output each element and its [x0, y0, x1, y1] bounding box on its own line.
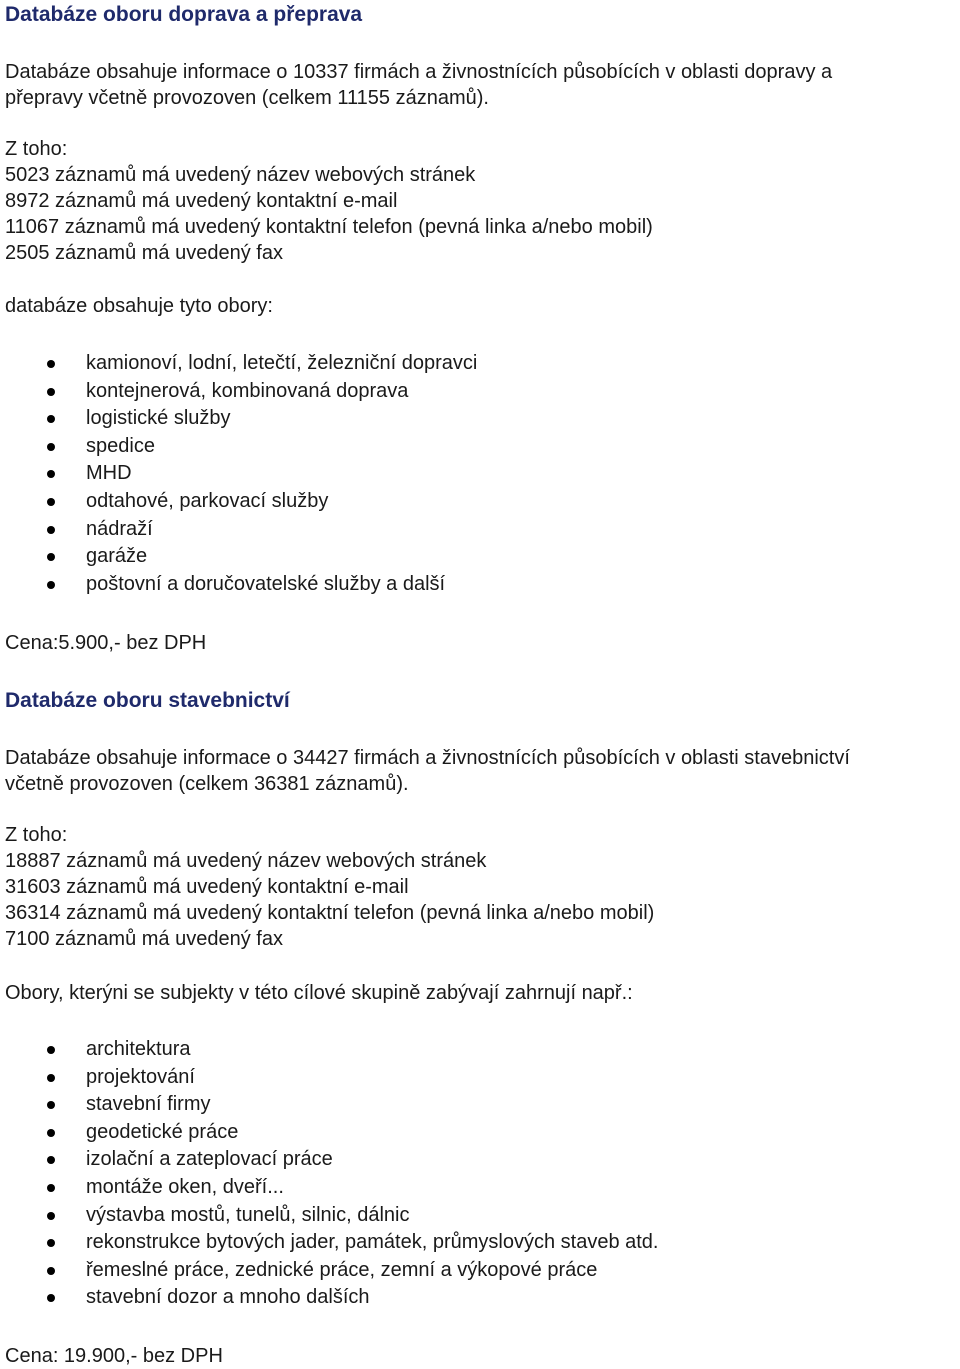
section2-title: Databáze oboru stavebnictví — [5, 689, 290, 712]
list-item-label: projektování — [86, 1065, 195, 1088]
section2-stat-phone: 36314 záznamů má uvedený kontaktní telefon (pevná linka a/nebo mobil) — [5, 902, 655, 924]
bullet-icon — [47, 1239, 55, 1247]
list-item-label: spedice — [86, 434, 155, 457]
list-item-label: odtahové, parkovací služby — [86, 489, 329, 512]
list-item — [5, 460, 960, 488]
bullet-icon — [47, 1294, 55, 1302]
section1-stats — [5, 136, 960, 266]
section1-fields-list — [5, 350, 960, 598]
bullet-icon — [47, 443, 55, 451]
bullet-icon — [47, 581, 55, 589]
bullet-icon — [47, 1046, 55, 1054]
bullet-icon — [47, 1156, 55, 1164]
list-item — [5, 543, 960, 571]
list-item-label: garáže — [86, 545, 148, 568]
list-item — [5, 378, 960, 406]
bullet-icon — [47, 1101, 55, 1109]
bullet-icon — [47, 1129, 55, 1137]
bullet-icon — [47, 1212, 55, 1220]
list-item-label: výstavba mostů, tunelů, silnic, dálnic — [86, 1203, 410, 1226]
list-item-label: MHD — [86, 462, 132, 485]
bullet-icon — [47, 498, 55, 506]
list-item — [5, 516, 960, 544]
list-item-label: montáže oken, dveří... — [86, 1175, 284, 1198]
list-item — [5, 405, 960, 433]
section1-title: Databáze oboru doprava a přeprava — [5, 3, 363, 26]
section2-fields-intro: Obory, kterýni se subjekty v této cílové skupině zabývají zahrnují např.: — [5, 982, 633, 1004]
section1-intro — [5, 59, 960, 111]
section2-stats — [5, 822, 960, 952]
list-item-label: stavební dozor a mnoho dalších — [86, 1286, 370, 1309]
list-item-label: řemeslné práce, zednické práce, zemní a výkopové práce — [86, 1258, 598, 1281]
section2-stat-websites: 18887 záznamů má uvedený název webových stránek — [5, 850, 487, 872]
bullet-icon — [47, 553, 55, 561]
section2-fields-list — [5, 1036, 960, 1312]
list-item — [5, 1146, 960, 1174]
section1-intro-line2: přepravy včetně provozoven (celkem 11155 záznamů). — [5, 87, 489, 109]
section1-intro-line1: Databáze obsahuje informace o 10337 firmách a živnostnících působících v oblasti dopravy a — [5, 61, 833, 83]
list-item — [5, 1119, 960, 1147]
list-item-label: poštovní a doručovatelské služby a další — [86, 572, 446, 595]
list-item-label: geodetické práce — [86, 1120, 239, 1143]
section1-price: Cena:5.900,- bez DPH — [5, 632, 207, 654]
list-item — [5, 571, 960, 599]
list-item-label: rekonstrukce bytových jader, památek, průmyslových staveb atd. — [86, 1231, 659, 1254]
list-item — [5, 1036, 960, 1064]
section1-stat-email: 8972 záznamů má uvedený kontaktní e-mail — [5, 190, 398, 212]
section2-stat-email: 31603 záznamů má uvedený kontaktní e-mail — [5, 876, 409, 898]
section1-stats-header: Z toho: — [5, 138, 68, 160]
section1-stat-phone: 11067 záznamů má uvedený kontaktní telefon (pevná linka a/nebo mobil) — [5, 216, 653, 238]
bullet-icon — [47, 1267, 55, 1275]
bullet-icon — [47, 388, 55, 396]
list-item — [5, 350, 960, 378]
list-item — [5, 1229, 960, 1257]
bullet-icon — [47, 470, 55, 478]
section1-stat-fax: 2505 záznamů má uvedený fax — [5, 242, 283, 264]
section2-price: Cena: 19.900,- bez DPH — [5, 1345, 223, 1367]
section2-stat-fax: 7100 záznamů má uvedený fax — [5, 928, 283, 950]
section1-fields-intro: databáze obsahuje tyto obory: — [5, 295, 273, 317]
list-item — [5, 1202, 960, 1230]
section1-stat-websites: 5023 záznamů má uvedený název webových stránek — [5, 164, 476, 186]
section2-intro — [5, 745, 960, 797]
bullet-icon — [47, 526, 55, 534]
list-item-label: izolační a zateplovací práce — [86, 1148, 333, 1171]
bullet-icon — [47, 415, 55, 423]
list-item — [5, 1257, 960, 1285]
list-item-label: kontejnerová, kombinovaná doprava — [86, 379, 409, 402]
list-item-label: logistické služby — [86, 407, 231, 430]
list-item — [5, 1284, 960, 1312]
section2-intro-line2: včetně provozoven (celkem 36381 záznamů). — [5, 773, 409, 795]
bullet-icon — [47, 1074, 55, 1082]
list-item — [5, 1064, 960, 1092]
list-item — [5, 433, 960, 461]
list-item-label: nádraží — [86, 517, 153, 540]
list-item-label: kamionoví, lodní, letečtí, železniční dopravci — [86, 352, 478, 374]
section2-intro-line1: Databáze obsahuje informace o 34427 firmách a živnostnících působících v oblasti stavebnictví — [5, 747, 850, 769]
list-item-label: architektura — [86, 1038, 191, 1060]
list-item — [5, 1091, 960, 1119]
section2-stats-header: Z toho: — [5, 824, 68, 846]
list-item-label: stavební firmy — [86, 1093, 211, 1116]
list-item — [5, 488, 960, 516]
list-item — [5, 1174, 960, 1202]
bullet-icon — [47, 1184, 55, 1192]
bullet-icon — [47, 360, 55, 368]
